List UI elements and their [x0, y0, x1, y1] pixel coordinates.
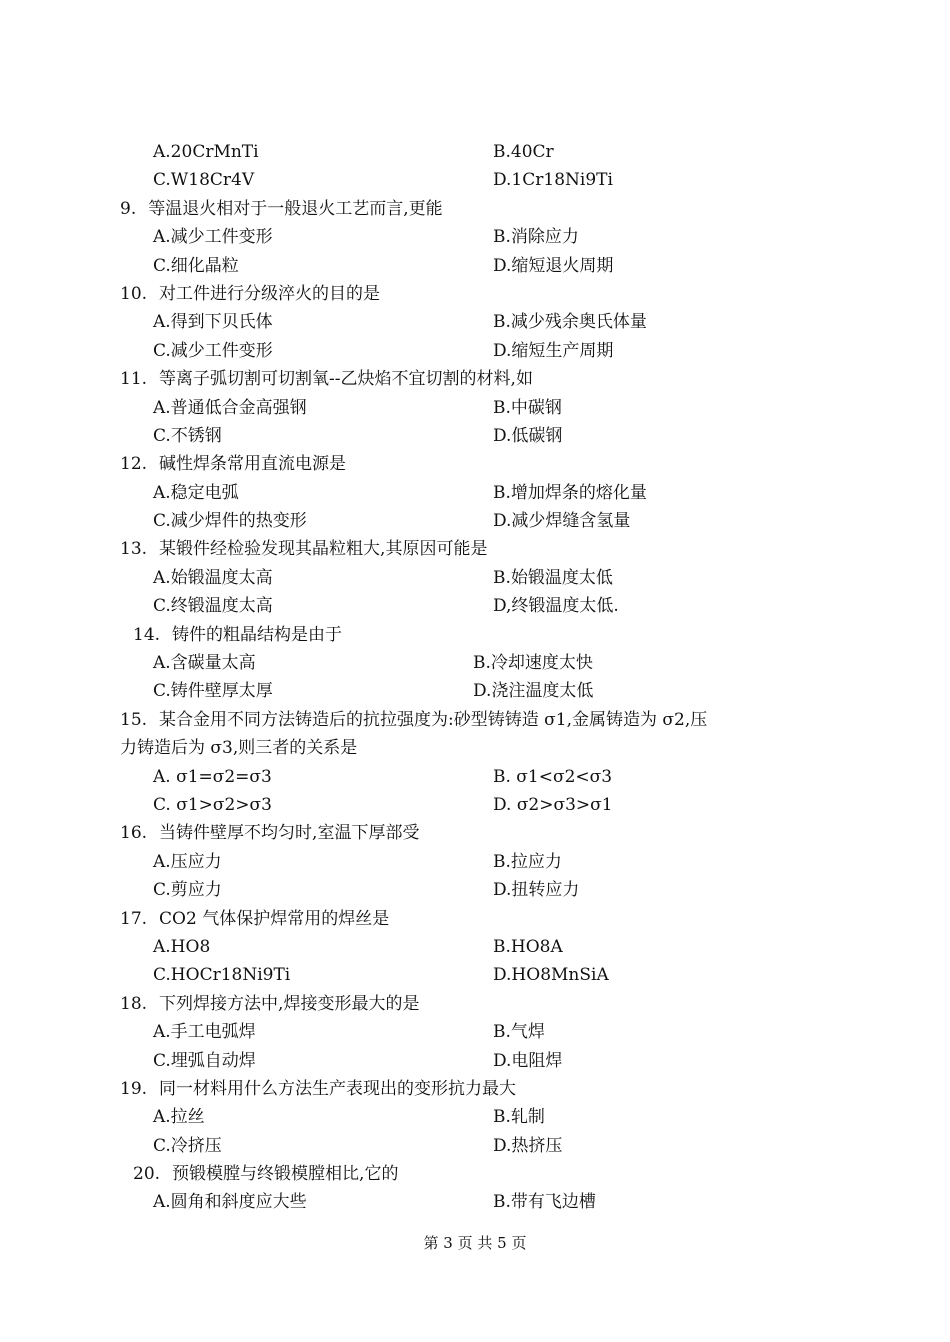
option-row	[0, 677, 950, 705]
question-text: 碱性焊条常用直流电源是	[159, 454, 347, 475]
question-number: 20.	[133, 1164, 161, 1185]
option-d: D.1Cr18Ni9Ti	[493, 170, 613, 191]
option-b: B.冷却速度太快	[473, 653, 593, 674]
question-stem	[0, 535, 950, 563]
question-text-cont: 力铸造后为 σ3,则三者的关系是	[120, 738, 358, 759]
option-row	[0, 564, 950, 592]
option-b: B.始锻温度太低	[493, 567, 613, 588]
option-a: A.始锻温度太高	[153, 567, 273, 588]
question-number: 11.	[120, 369, 148, 390]
option-d: D.扭转应力	[493, 880, 580, 901]
question-stem	[0, 280, 950, 308]
option-row	[0, 791, 950, 819]
option-row	[0, 1103, 950, 1131]
option-c: C. σ1>σ2>σ3	[153, 794, 272, 815]
option-row	[0, 933, 950, 961]
question-text: CO2 气体保护焊常用的焊丝是	[159, 908, 390, 929]
question-number: 12.	[120, 454, 148, 475]
question-number: 16.	[120, 823, 148, 844]
option-b: B.消除应力	[493, 227, 579, 248]
question-stem	[0, 621, 950, 649]
option-c: C.不锈钢	[153, 425, 222, 446]
question-stem	[0, 1160, 950, 1188]
option-row	[0, 308, 950, 336]
option-c: C.剪应力	[153, 880, 222, 901]
question-number: 14.	[133, 624, 161, 645]
question-number: 18.	[120, 993, 148, 1014]
option-a: A. σ1=σ2=σ3	[153, 766, 272, 787]
question-text: 等温退火相对于一般退火工艺而言,更能	[148, 198, 443, 219]
question-number: 15.	[120, 709, 148, 730]
option-d: D.热挤压	[493, 1135, 563, 1156]
option-row	[0, 1188, 950, 1216]
option-d: D.缩短退火周期	[493, 255, 614, 276]
question-number: 9.	[120, 198, 137, 219]
option-b: B.轧制	[493, 1107, 545, 1128]
option-a: A.HO8	[153, 936, 211, 957]
question-text: 预锻模膛与终锻模膛相比,它的	[172, 1164, 399, 1185]
option-d: D.HO8MnSiA	[493, 965, 609, 986]
option-b: B.拉应力	[493, 851, 562, 872]
question-text: 对工件进行分级淬火的目的是	[159, 283, 381, 304]
option-a: A.圆角和斜度应大些	[153, 1192, 307, 1213]
question-stem	[0, 990, 950, 1018]
option-a: A.得到下贝氏体	[153, 312, 273, 333]
option-a: A.20CrMnTi	[153, 142, 259, 162]
question-text: 某合金用不同方法铸造后的抗拉强度为:砂型铸铸造 σ1,金属铸造为 σ2,压	[159, 709, 708, 730]
option-c: C.减少焊件的热变形	[153, 511, 307, 532]
option-row	[0, 1018, 950, 1046]
option-d: D.浇注温度太低	[473, 681, 594, 702]
option-b: B.带有飞边槽	[493, 1192, 596, 1213]
question-text: 等离子弧切割可切割氧--乙炔焰不宜切割的材料,如	[159, 369, 533, 390]
option-c: C.HOCr18Ni9Ti	[153, 965, 291, 986]
option-row	[0, 479, 950, 507]
option-d: D.低碳钢	[493, 425, 563, 446]
option-b: B.HO8A	[493, 936, 563, 957]
question-text: 当铸件壁厚不均匀时,室温下厚部受	[159, 823, 420, 844]
option-row	[0, 763, 950, 791]
option-d: D. σ2>σ3>σ1	[493, 794, 613, 815]
question-stem	[0, 450, 950, 478]
option-row	[0, 1132, 950, 1160]
option-row	[0, 337, 950, 365]
option-row	[0, 422, 950, 450]
question-stem	[0, 365, 950, 393]
option-a: A.压应力	[153, 851, 222, 872]
question-number: 13.	[120, 539, 148, 560]
question-text: 下列焊接方法中,焊接变形最大的是	[159, 993, 420, 1014]
option-row	[0, 394, 950, 422]
option-d: D.减少焊缝含氢量	[493, 511, 631, 532]
option-c: C.冷挤压	[153, 1135, 222, 1156]
option-row	[0, 1047, 950, 1075]
option-c: C.铸件壁厚太厚	[153, 681, 273, 702]
option-a: A.手工电弧焊	[153, 1022, 256, 1043]
question-stem	[0, 706, 950, 734]
option-row	[0, 507, 950, 535]
option-row	[0, 848, 950, 876]
option-c: C.终锻温度太高	[153, 596, 273, 617]
option-row	[0, 649, 950, 677]
option-c: C.细化晶粒	[153, 255, 239, 276]
option-d: D.电阻焊	[493, 1050, 563, 1071]
question-list	[0, 138, 950, 1217]
option-b: B. σ1<σ2<σ3	[493, 766, 613, 787]
option-row	[0, 876, 950, 904]
option-a: A.拉丝	[153, 1107, 205, 1128]
question-stem	[0, 905, 950, 933]
question-stem	[0, 1075, 950, 1103]
option-b: B.中碳钢	[493, 397, 562, 418]
option-a: A.减少工件变形	[153, 227, 273, 248]
option-b: B.气焊	[493, 1022, 545, 1043]
option-b: B.40Cr	[493, 142, 554, 162]
option-row	[0, 166, 950, 194]
option-row	[0, 138, 950, 166]
question-stem-continuation	[0, 734, 950, 762]
option-c: C.W18Cr4V	[153, 170, 255, 191]
option-b: B.增加焊条的熔化量	[493, 482, 647, 503]
page-footer: 第 3 页 共 5 页	[423, 1234, 527, 1252]
question-stem	[0, 195, 950, 223]
option-row	[0, 961, 950, 989]
option-c: C.埋弧自动焊	[153, 1050, 256, 1071]
option-row	[0, 592, 950, 620]
option-row	[0, 252, 950, 280]
question-number: 10.	[120, 283, 148, 304]
option-a: A.稳定电弧	[153, 482, 239, 503]
question-number: 19.	[120, 1078, 148, 1099]
question-number: 17.	[120, 908, 148, 929]
option-a: A.普通低合金高强钢	[153, 397, 307, 418]
option-a: A.含碳量太高	[153, 653, 256, 674]
option-d: D.缩短生产周期	[493, 340, 614, 361]
question-stem	[0, 819, 950, 847]
option-b: B.减少残余奥氏体量	[493, 312, 647, 333]
option-c: C.减少工件变形	[153, 340, 273, 361]
question-text: 铸件的粗晶结构是由于	[172, 624, 343, 645]
option-row	[0, 223, 950, 251]
option-d: D,终锻温度太低.	[493, 596, 619, 617]
question-text: 某锻件经检验发现其晶粒粗大,其原因可能是	[159, 539, 488, 560]
question-text: 同一材料用什么方法生产表现出的变形抗力最大	[159, 1078, 517, 1099]
